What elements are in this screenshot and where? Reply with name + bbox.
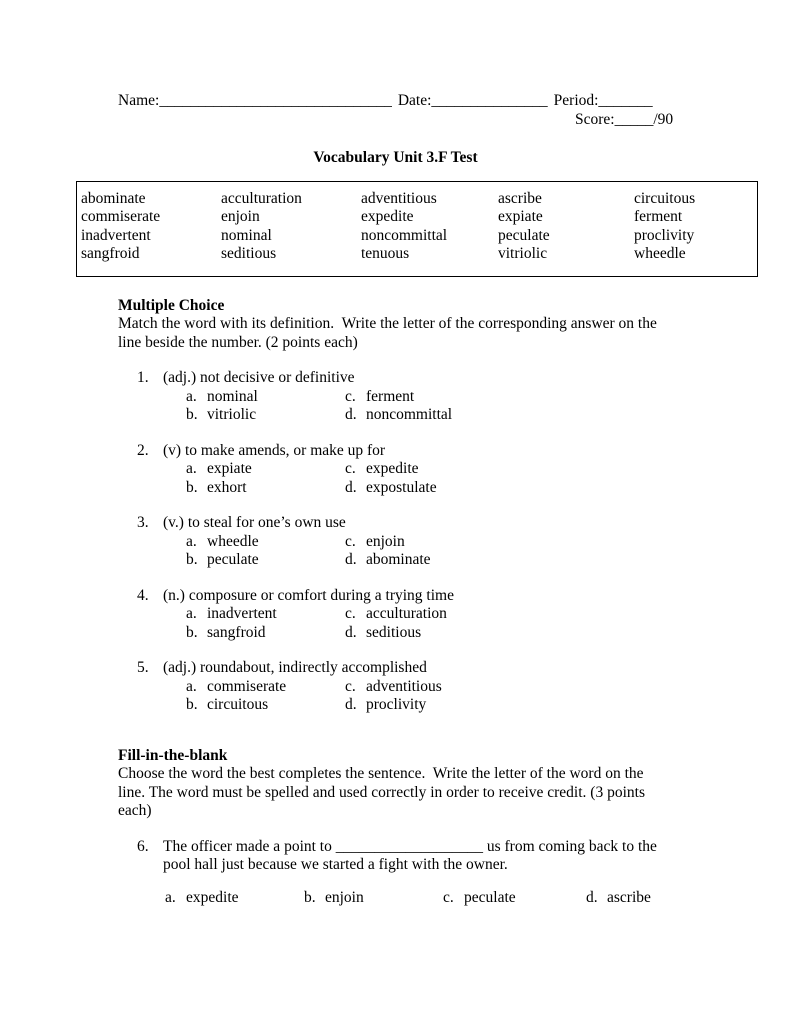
question-3 [137,514,670,570]
header-line-1 [118,92,791,111]
word-bank-word: ascribe [498,189,542,207]
option-text: proclivity [366,696,427,713]
option-text: expedite [186,888,239,906]
option-text: expiate [207,460,252,477]
name-blank: Name:______________________________ [118,92,392,109]
option-a [186,460,345,479]
word-bank-word: acculturation [221,189,302,207]
option-text: ascribe [607,888,651,906]
word-bank-word: adventitious [361,189,437,207]
word-bank-column [361,190,498,264]
word-bank-word: commiserate [81,208,161,225]
option-c [345,605,447,624]
option-d [345,624,447,643]
word-bank-column [81,190,221,264]
option-label: d. [586,888,598,906]
option-label: d. [345,478,357,496]
word-bank-word: peculate [498,226,550,244]
option-text: nominal [207,387,258,405]
word-bank-word: circuitous [634,189,696,207]
option-text: acculturation [366,605,447,622]
option-text: expedite [366,460,419,477]
option-b [186,406,345,425]
option-text: peculate [207,551,259,568]
option-a [165,889,304,908]
question-prompt: (adj.) not decisive or definitive [163,369,355,386]
answer-options [165,889,670,908]
option-d [345,551,431,570]
answer-options [186,605,670,642]
option-label: c. [443,888,454,906]
option-c [345,533,431,552]
option-c [345,388,452,407]
option-b [186,696,345,715]
option-label: a. [186,532,197,550]
answer-options [186,460,670,497]
option-text: inadvertent [207,605,277,622]
option-text: sangfroid [207,623,266,641]
option-label: d. [345,551,357,568]
word-bank-box [76,181,758,277]
option-d [345,479,437,498]
option-text: noncommittal [366,406,453,423]
section-instructions: Choose the word the best completes the sentence. Write the letter of the word on the line. The word must be spelled and used correctly in order to receive credit. (3 points each) [118,765,649,819]
word-bank-word: expedite [361,208,414,225]
option-a [186,533,345,552]
question-prompt: (adj.) roundabout, indirectly accomplished [163,659,427,676]
option-label: d. [345,406,357,423]
question-prompt: (n.) composure or comfort during a trying time [163,586,454,604]
answer-options [186,678,670,715]
option-text: wheedle [207,532,259,550]
question-4 [137,587,670,643]
option-d [345,696,442,715]
option-text: enjoin [366,532,405,550]
option-label: b. [304,888,316,906]
answer-options [186,533,670,570]
answer-options [186,388,670,425]
period-blank: Period:_______ [553,92,653,109]
question-number: 5. [137,659,149,676]
word-bank-word: abominate [81,189,146,207]
word-bank-word: tenuous [361,245,410,262]
option-text: vitriolic [207,406,257,423]
word-bank-word: nominal [221,226,272,244]
question-1 [137,369,670,425]
date-blank: Date:_______________ [397,92,548,109]
option-label: c. [345,677,356,695]
option-label: d. [345,623,357,641]
option-label: b. [186,696,198,713]
option-label: a. [186,387,197,405]
word-bank-word: seditious [221,245,277,262]
option-label: c. [345,532,356,550]
option-text: adventitious [366,677,442,695]
option-a [186,605,345,624]
question-5 [137,659,670,715]
option-a [186,388,345,407]
option-text: exhort [207,478,247,496]
option-d [586,889,651,908]
option-text: commiserate [207,677,287,695]
option-a [186,678,345,697]
option-label: a. [165,888,176,906]
word-bank-column [634,190,757,264]
option-c [345,678,442,697]
option-b [304,889,443,908]
section-heading: Fill-in-the-blank [118,746,228,764]
document-header [0,92,791,129]
question-number: 4. [137,586,149,604]
option-label: b. [186,623,198,641]
question-2 [137,442,670,498]
word-bank-word: enjoin [221,208,260,225]
option-label: a. [186,605,197,622]
score-blank: Score:_____/90 [575,110,674,128]
word-bank-column [498,190,634,264]
word-bank-word: expiate [498,208,543,225]
option-label: b. [186,478,198,496]
option-label: c. [345,605,356,622]
option-text: expostulate [366,478,437,496]
word-bank-word: sangfroid [81,245,140,262]
question-number: 3. [137,514,149,531]
option-label: d. [345,696,357,713]
section-instructions: Match the word with its definition. Write the letter of the corresponding answer on the line beside the number. (2 points each) [118,315,661,351]
option-c [345,460,437,479]
option-text: ferment [366,387,415,405]
option-text: enjoin [325,888,364,906]
word-bank-word: vitriolic [498,245,548,262]
question-number: 6. [137,837,149,855]
word-bank-word: proclivity [634,226,695,244]
question-number: 2. [137,441,149,459]
option-b [186,624,345,643]
option-label: b. [186,551,198,568]
fill-in-blank-section [118,747,670,908]
question-prompt: (v) to make amends, or make up for [163,441,386,459]
question-6 [137,838,670,908]
option-d [345,406,452,425]
multiple-choice-section [118,297,670,715]
option-text: seditious [366,623,422,641]
option-label: c. [345,460,356,477]
option-label: a. [186,460,197,477]
option-label: a. [186,677,197,695]
header-line-2 [575,111,791,130]
question-prompt: The officer made a point to ___________________ us from coming back to the pool hall just because we started a fight with the owner. [163,837,661,873]
option-text: circuitous [207,696,269,713]
question-prompt: (v.) to steal for one’s own use [163,514,346,531]
section-heading: Multiple Choice [118,296,225,314]
option-b [186,479,345,498]
word-bank-word: wheedle [634,245,686,262]
word-bank-column [221,190,361,264]
word-bank-word: noncommittal [361,226,448,244]
option-text: abominate [366,551,431,568]
question-number: 1. [137,369,149,386]
word-bank-word: inadvertent [81,226,151,244]
option-c [443,889,586,908]
page-title: Vocabulary Unit 3.F Test [313,149,478,166]
option-label: c. [345,387,356,405]
option-b [186,551,345,570]
option-label: b. [186,406,198,423]
word-bank-word: ferment [634,208,683,225]
option-text: peculate [464,888,516,906]
